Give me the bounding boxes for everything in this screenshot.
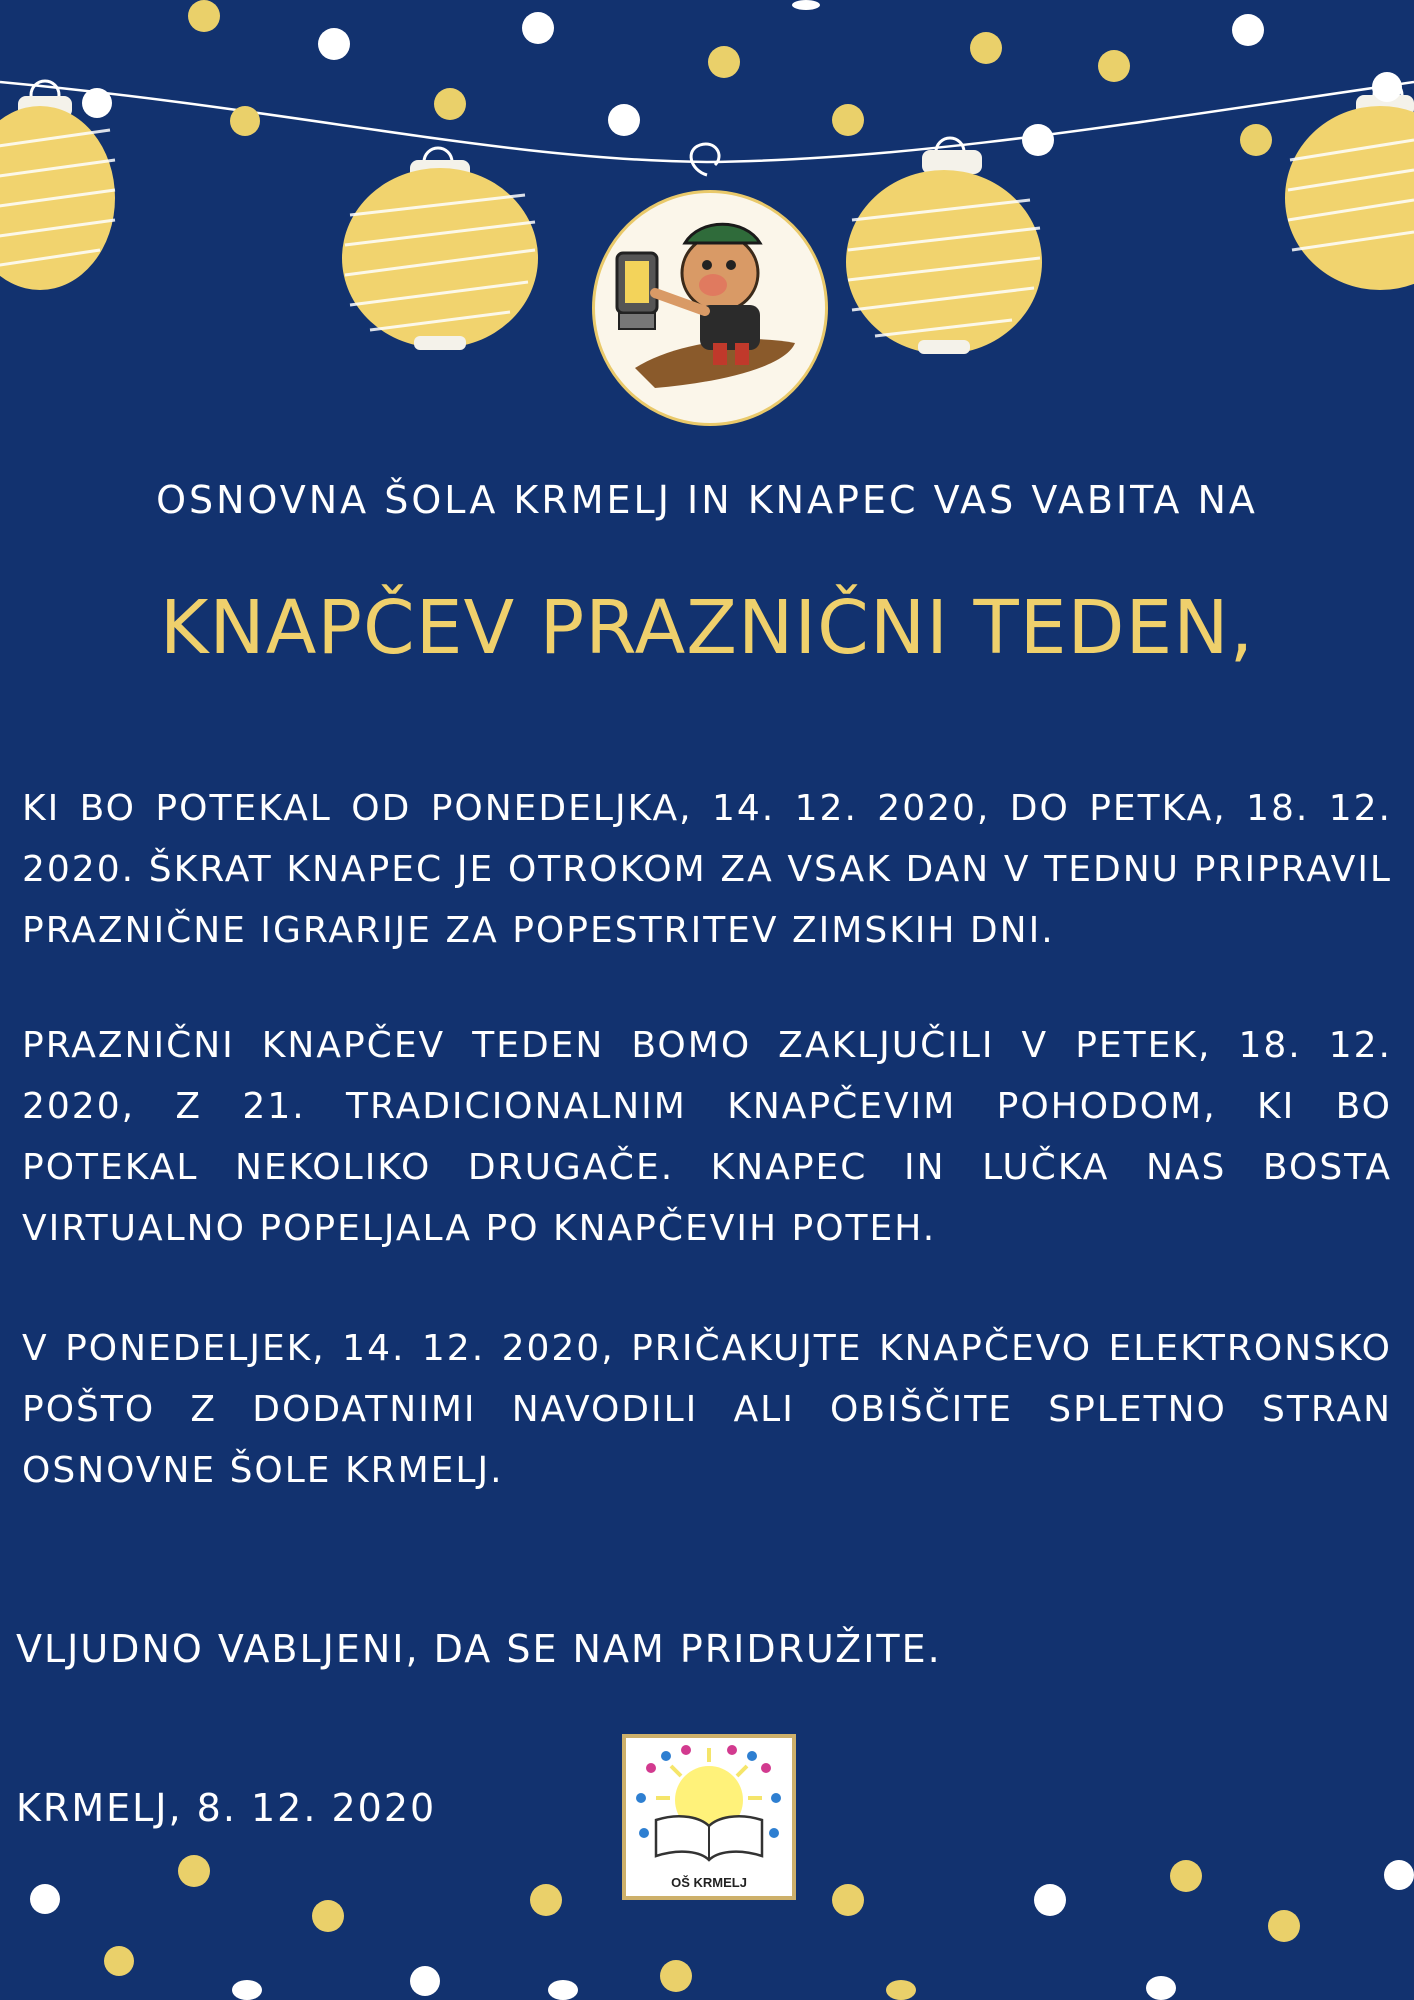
lantern-icon (1285, 81, 1414, 290)
book-sun-logo-icon (626, 1738, 792, 1868)
mascot-medallion (592, 190, 828, 426)
invitation-closing: VLJUDNO VABLJENI, DA SE NAM PRIDRUŽITE. (16, 1627, 942, 1671)
gnome-miner-icon (595, 193, 825, 423)
lantern-icon (846, 138, 1042, 354)
place-and-date: KRMELJ, 8. 12. 2020 (16, 1786, 437, 1830)
invitation-subtitle: OSNOVNA ŠOLA KRMELJ IN KNAPEC VAS VABITA NA (156, 478, 1258, 522)
lantern-icon (342, 148, 538, 350)
paragraph-event-dates: KI BO POTEKAL OD PONEDELJKA, 14. 12. 2020, DO PETKA, 18. 12. 2020. ŠKRAT KNAPEC JE OTROKOM ZA VSAK DAN V TEDNU PRIPRAVIL PRAZNIČNE IGRARIJE ZA POPESTRITEV ZIMSKIH DNI. (22, 788, 1392, 951)
school-logo-text: OŠ KRMELJ (671, 1875, 747, 1890)
paragraph-closing-walk: PRAZNIČNI KNAPČEV TEDEN BOMO ZAKLJUČILI V PETEK, 18. 12. 2020, Z 21. TRADICIONALNIM KNAPČEVIM POHODOM, KI BO POTEKAL NEKOLIKO DRUGAČE. KNAPEC IN LUČKA NAS BOSTA VIRTUALNO POPELJALA PO KNAPČEVIH POTEH. (22, 1025, 1392, 1249)
paragraph-instructions: V PONEDELJEK, 14. 12. 2020, PRIČAKUJTE KNAPČEVO ELEKTRONSKO POŠTO Z DODATNIMI NAVODILI ALI OBIŠČITE SPLETNO STRAN OSNOVNE ŠOLE KRMELJ. (22, 1328, 1392, 1491)
school-logo (622, 1734, 796, 1900)
event-title: KNAPČEV PRAZNIČNI TEDEN, (159, 585, 1255, 671)
